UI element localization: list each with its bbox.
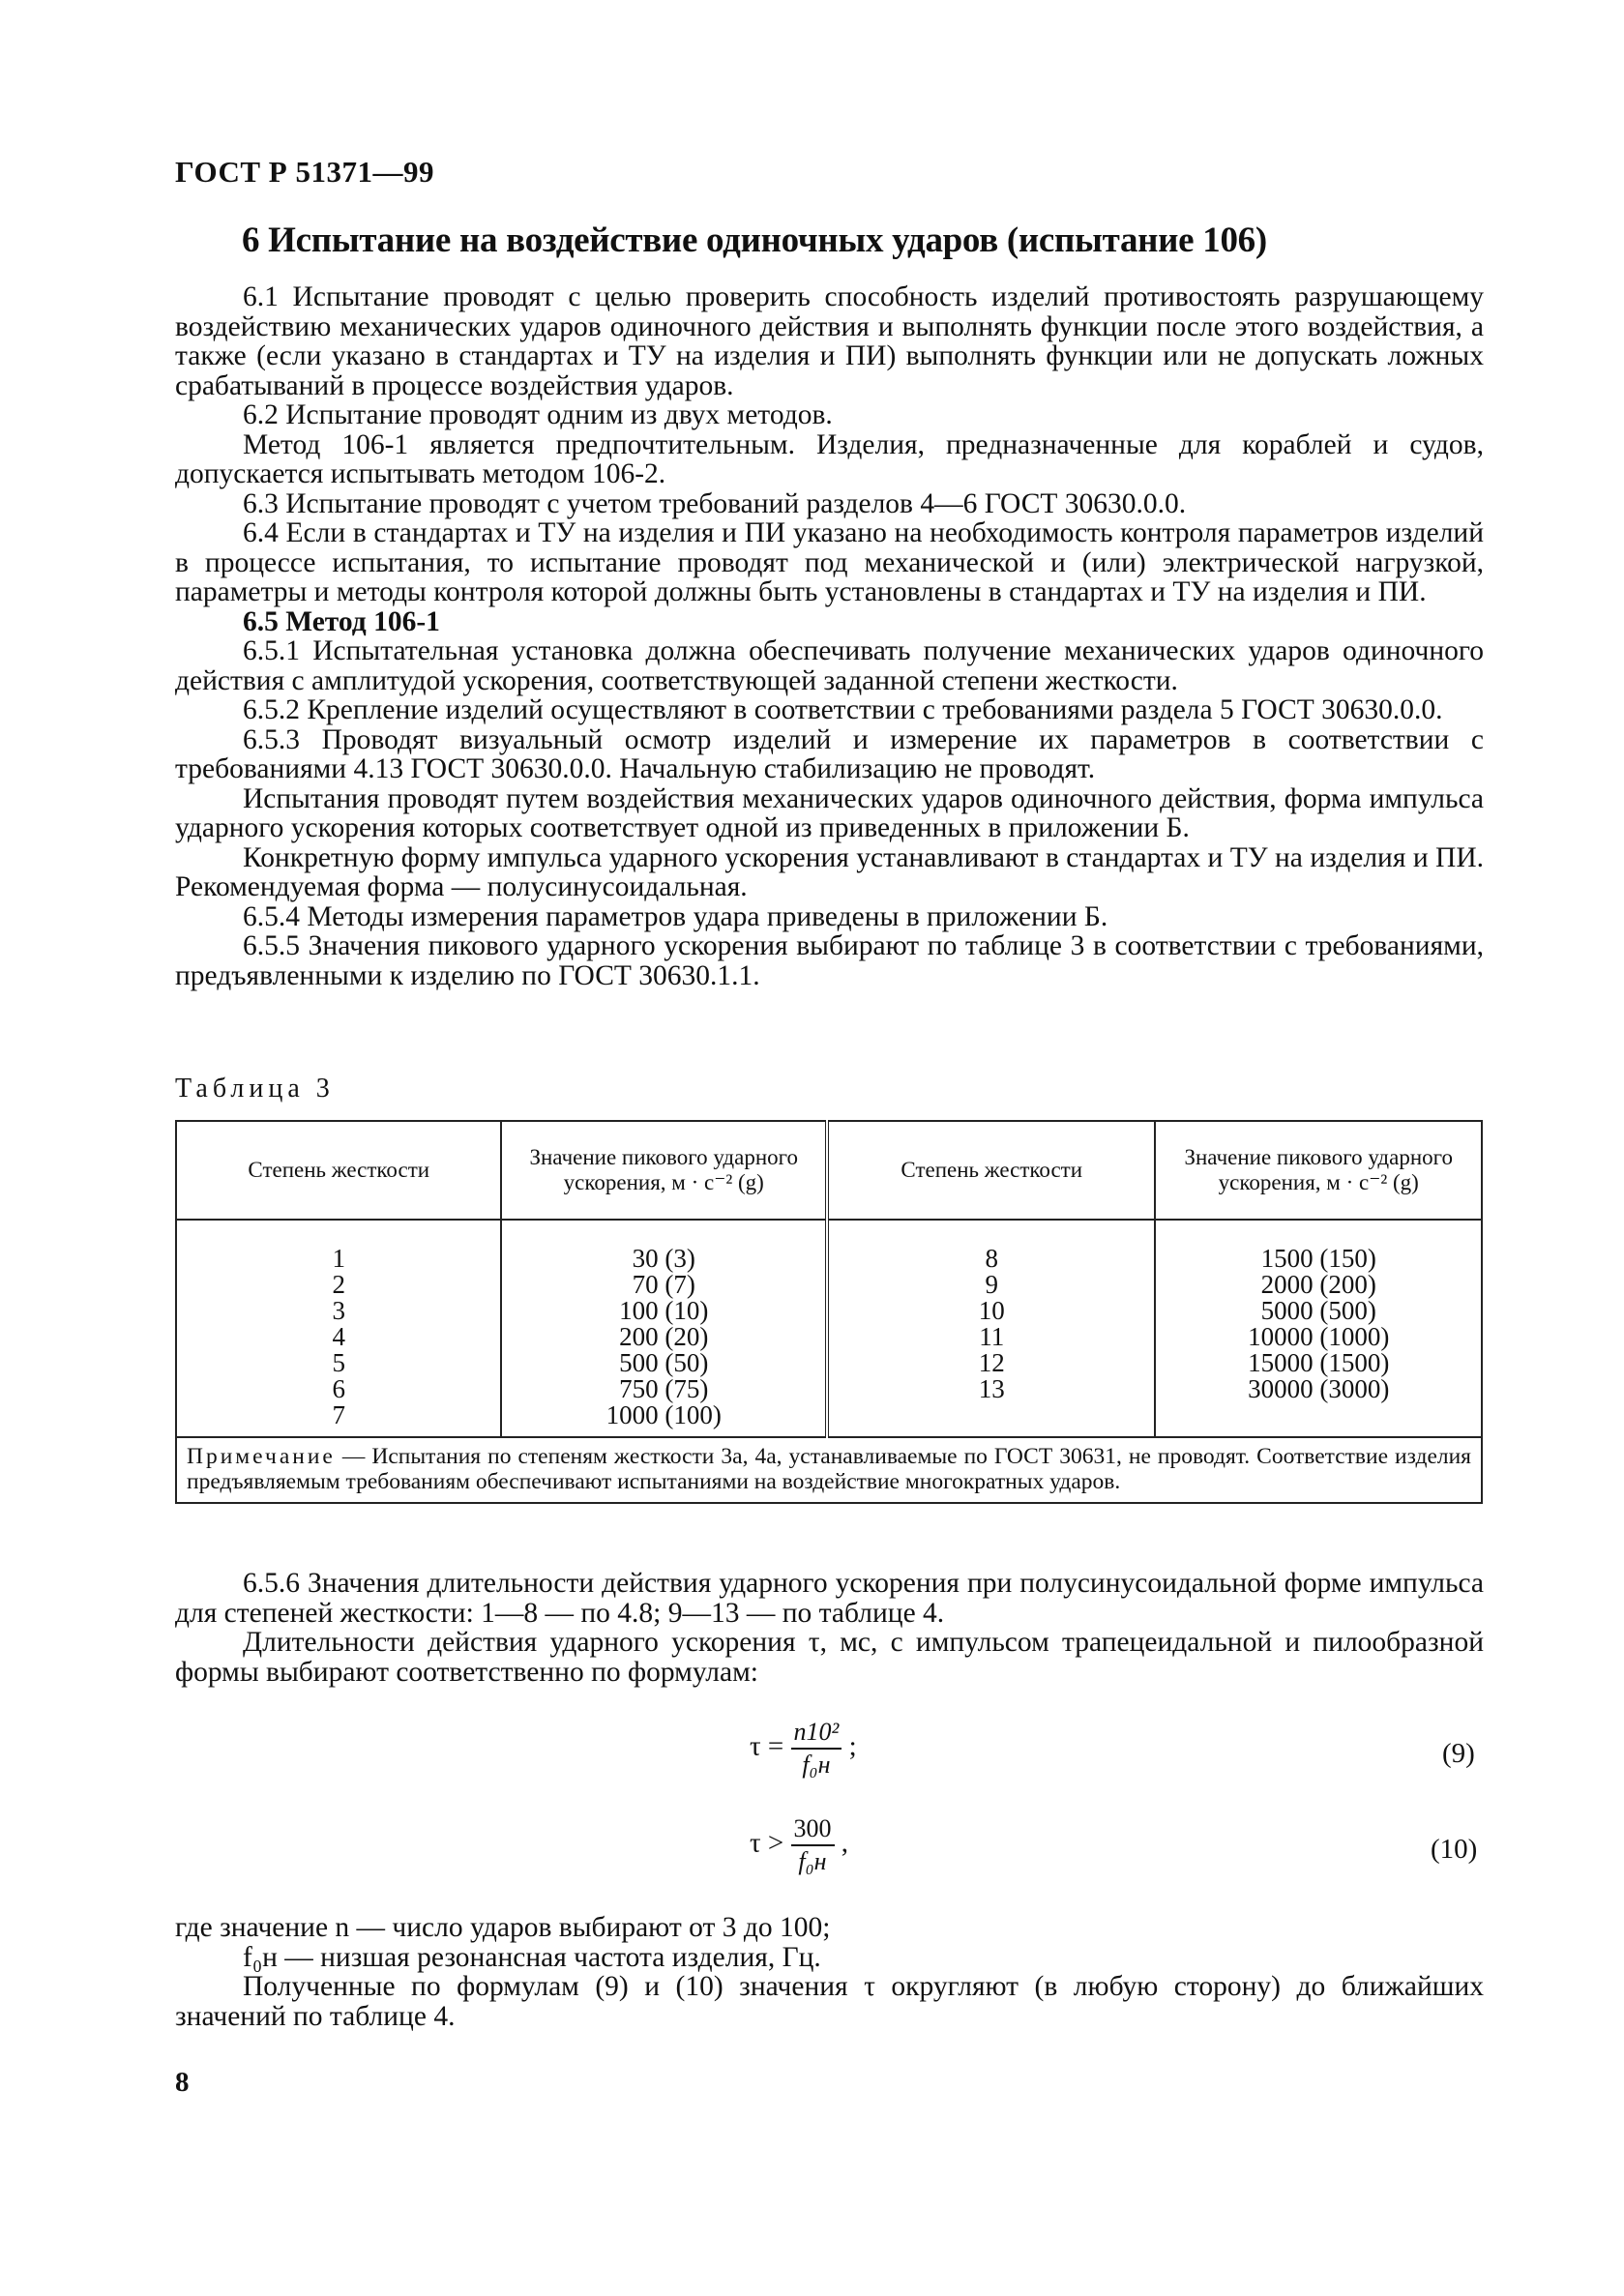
formula-9-denominator: f₀н: [802, 1751, 831, 1779]
where-f-line: f₀н — низшая резонансная частота изделия, Гц.: [243, 1941, 821, 1973]
paragraph-6-5-4: 6.5.4 Методы измерения параметров удара приведены в приложении Б.: [243, 900, 1108, 932]
table-cell: 9: [985, 1270, 998, 1299]
page-number: 8: [175, 2067, 190, 2098]
table-cell: 6: [332, 1374, 345, 1403]
section-title: 6 Испытание на воздействие одиночных ударов (испытание 106): [242, 221, 1267, 260]
value-column-right: [1155, 1220, 1482, 1437]
table-cell: 750 (75): [619, 1374, 709, 1403]
formula-10-tail: ,: [841, 1827, 849, 1859]
formula-10-numerator: 300: [791, 1813, 835, 1846]
table-cell: 10000 (1000): [1248, 1322, 1390, 1351]
equation-number-9: (9): [1442, 1738, 1475, 1769]
table-caption: Таблица 3: [175, 1074, 335, 1104]
formula-9-tail: ;: [848, 1730, 857, 1762]
header-value-left: Значение пикового ударного ускорения, м · с⁻² (g): [501, 1121, 827, 1220]
table-cell: 8: [985, 1244, 998, 1273]
table-cell: 500 (50): [619, 1348, 709, 1377]
header-degree-left: Степень жесткости: [176, 1121, 501, 1220]
table-cell: 15000 (1500): [1248, 1348, 1390, 1377]
paragraph-6-5-5: 6.5.5 Значения пикового ударного ускорения выбирают по таблице 3 в соответствии с требованиями, предъявленными к изделию по ГОСТ 30630.1.1.: [175, 930, 1484, 991]
paragraph-method-preferred: Метод 106-1 является предпочтительным. Изделия, предназначенные для кораблей и судов, допускается испытывать методом 106-2.: [175, 428, 1484, 489]
table-cell: 5000 (500): [1260, 1296, 1376, 1325]
body-text: [175, 282, 1484, 990]
formula-10-lhs: τ >: [750, 1827, 784, 1859]
table-cell: 100 (10): [619, 1296, 709, 1325]
where-n-line: где значение n — число ударов выбирают от 3 до 100;: [175, 1912, 831, 1943]
subsection-6-5-title: 6.5 Метод 106-1: [243, 605, 440, 637]
table-header-row: [176, 1121, 1482, 1220]
equation-number-10: (10): [1431, 1834, 1478, 1865]
paragraph-6-4: 6.4 Если в стандартах и ТУ на изделия и ПИ указано на необходимость контроля параметров изделий в процессе испытания, то испытание проводят под механической и (или) электрической нагрузкой, параметры и методы контроля которой должны быть установлены в стандартах и ТУ на изделия и ПИ.: [175, 517, 1484, 607]
table-cell: 2000 (200): [1260, 1270, 1376, 1299]
formula-9-numerator: n10²: [791, 1717, 842, 1750]
table-cell: 12: [978, 1348, 1005, 1377]
table-cell: 11: [979, 1322, 1005, 1351]
degree-column-left: [176, 1220, 501, 1437]
paragraph-test-impulse: Испытания проводят путем воздействия механических ударов одиночного действия, форма импульса ударного ускорения которых соответствует одной из приведенных в приложении Б.: [175, 782, 1484, 843]
note-text: — Испытания по степеням жесткости 3а, 4а, устанавливаемые по ГОСТ 30631, не проводят. Соответствие изделия предъявляемым требованиям обеспечивают испытаниями на воздействие многократных ударов.: [187, 1444, 1471, 1494]
header-degree-right: Степень жесткости: [827, 1121, 1155, 1220]
table-cell: 3: [332, 1296, 345, 1325]
table-values-row: [176, 1220, 1482, 1437]
formula-10: [750, 1813, 848, 1877]
body-text-after-table: [175, 1569, 1484, 1687]
table-cell: 2: [332, 1270, 345, 1299]
paragraph-6-5-2: 6.5.2 Крепление изделий осуществляют в соответствии с требованиями раздела 5 ГОСТ 30630.0.0.: [243, 694, 1443, 725]
header-value-right: Значение пикового ударного ускорения, м · с⁻² (g): [1155, 1121, 1482, 1220]
paragraph-6-5-1: 6.5.1 Испытательная установка должна обеспечивать получение механических ударов одиночного действия с амплитудой ускорения, соответствующей заданной степени жесткости.: [175, 635, 1484, 696]
table-cell: 30 (3): [632, 1244, 695, 1273]
table-cell: 30000 (3000): [1248, 1374, 1390, 1403]
formula-9-fraction: [791, 1717, 842, 1781]
table-note: [176, 1437, 1482, 1503]
table-cell: 1: [332, 1244, 345, 1273]
formula-10-denominator: f₀н: [798, 1847, 827, 1875]
table-cell: 4: [332, 1322, 345, 1351]
formula-9: [750, 1717, 857, 1781]
table-cell: 13: [978, 1374, 1005, 1403]
table-cell: 1000 (100): [605, 1400, 722, 1429]
table-note-row: [176, 1437, 1482, 1503]
paragraph-6-5-3: 6.5.3 Проводят визуальный осмотр изделий и измерение их параметров в соответствии с требованиями 4.13 ГОСТ 30630.0.0. Начальную стабилизацию не проводят.: [175, 723, 1484, 784]
document-code-header: ГОСТ Р 51371—99: [175, 155, 434, 189]
paragraph-6-1: 6.1 Испытание проводят с целью проверить способность изделий противостоять разрушающему воздействию механических ударов одиночного действия и выполнять функции после этого воздействия, а также (если указано в стандартах и ТУ на изделия и ПИ) выполнять функции или не допускать ложных срабатываний в процессе воздействия ударов.: [175, 281, 1484, 401]
note-label: Примечание: [187, 1444, 336, 1469]
formula-10-fraction: [791, 1813, 835, 1877]
formula-explanation: [175, 1913, 1484, 2031]
paragraph-6-3: 6.3 Испытание проводят с учетом требований разделов 4—6 ГОСТ 30630.0.0.: [243, 487, 1187, 519]
table-cell: 1500 (150): [1260, 1244, 1376, 1273]
table-cell: 200 (20): [619, 1322, 709, 1351]
table-cell: 10: [978, 1296, 1005, 1325]
rounding-paragraph: Полученные по формулам (9) и (10) значения τ округляют (в любую сторону) до ближайших значений по таблице 4.: [175, 1971, 1484, 2032]
table-cell: 5: [332, 1348, 345, 1377]
paragraph-duration-formulas: Длительности действия ударного ускорения τ, мс, с импульсом трапецеидальной и пилообразной формы выбирают соответственно по формулам:: [175, 1627, 1484, 1688]
table-3: [175, 1120, 1483, 1504]
paragraph-impulse-shape: Конкретную форму импульса ударного ускорения устанавливают в стандартах и ТУ на изделия и ПИ. Рекомендуемая форма — полусинусоидальная.: [175, 841, 1484, 902]
paragraph-6-5-6: 6.5.6 Значения длительности действия ударного ускорения при полусинусоидальной форме импульса для степеней жесткости: 1—8 — по 4.8; 9—13 — по таблице 4.: [175, 1568, 1484, 1629]
paragraph-6-2: 6.2 Испытание проводят одним из двух методов.: [243, 399, 833, 430]
table-cell: 70 (7): [632, 1270, 695, 1299]
formula-9-lhs: τ =: [750, 1730, 784, 1762]
degree-column-right: [827, 1220, 1155, 1437]
value-column-left: [501, 1220, 827, 1437]
table-cell: 7: [332, 1400, 345, 1429]
